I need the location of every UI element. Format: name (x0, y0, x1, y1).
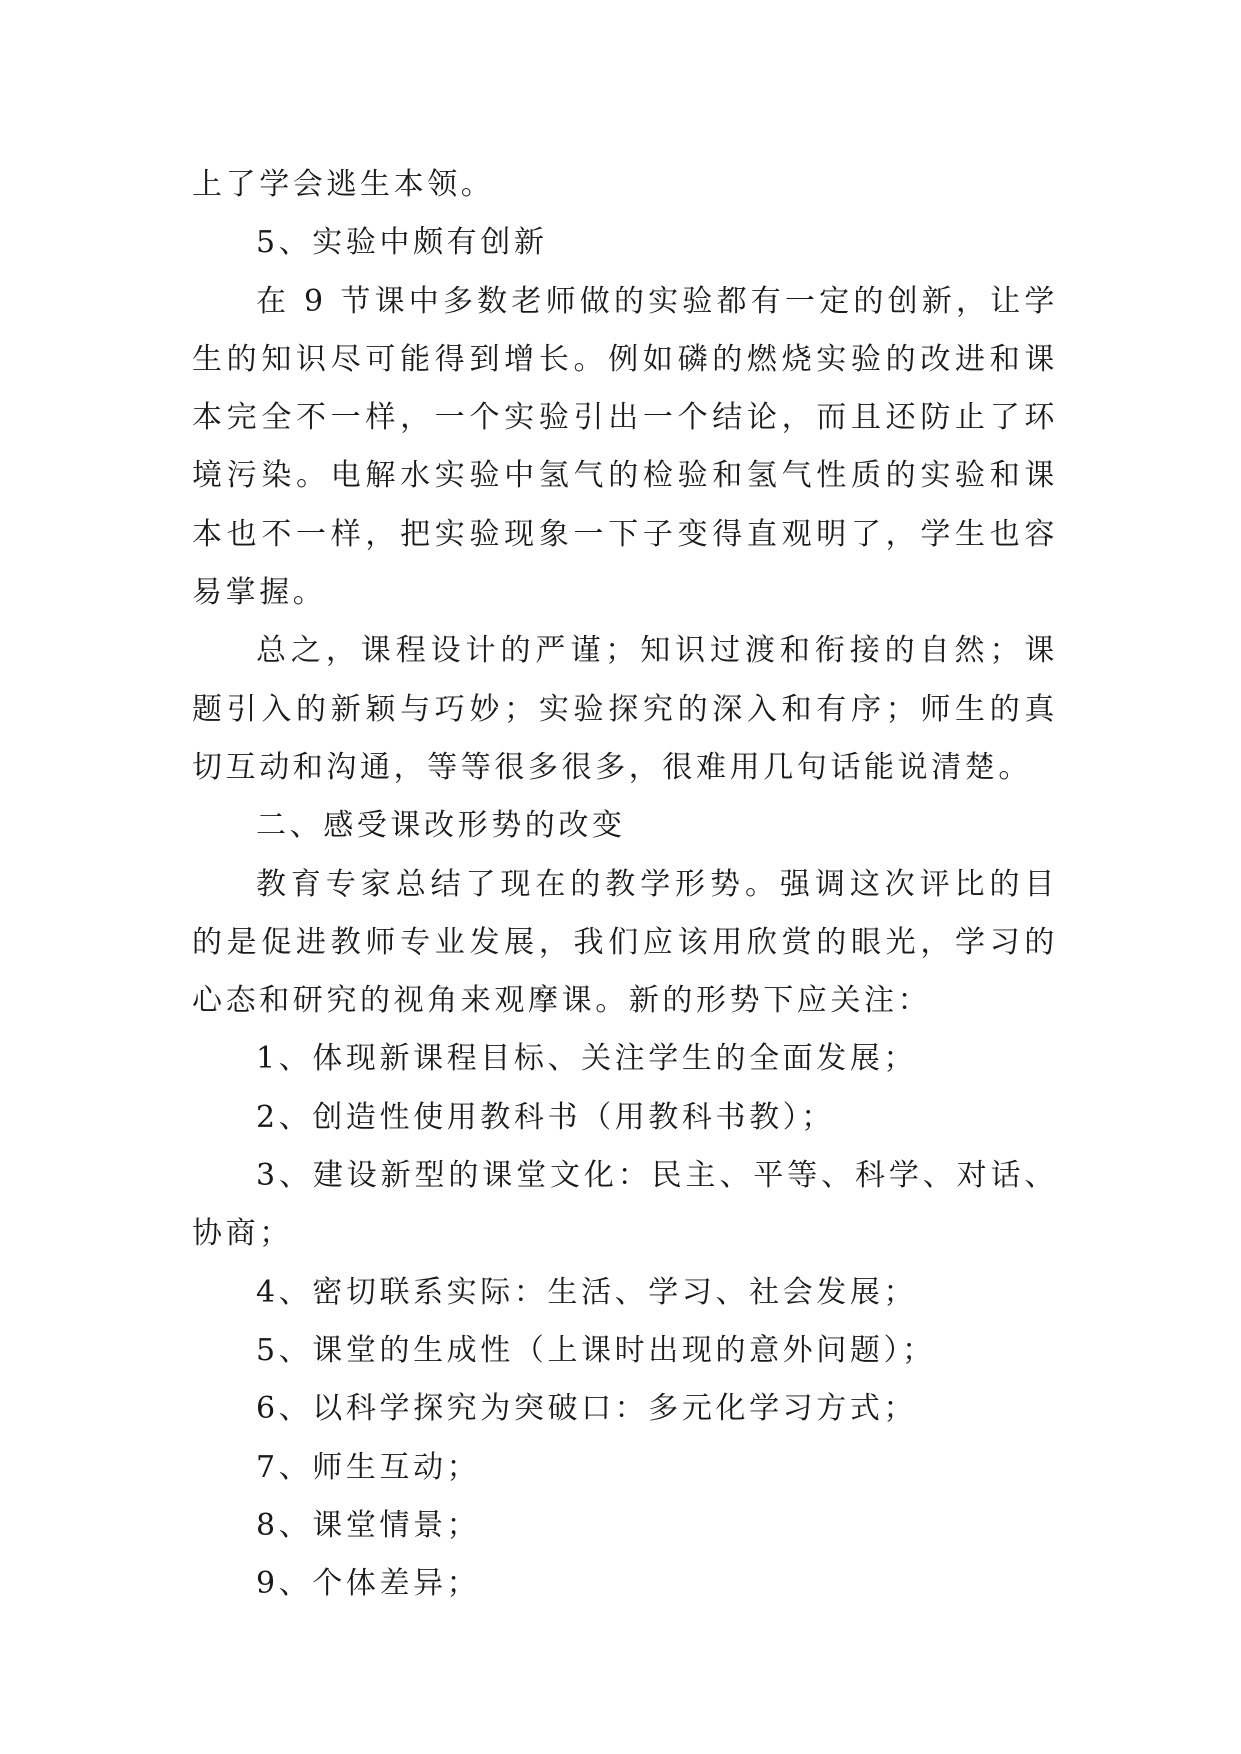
paragraph: 在 9 节课中多数老师做的实验都有一定的创新，让学生的知识尽可能得到增长。例如磷的燃烧实验的改进和课本完全不一样，一个实验引出一个结论，而且还防止了环境污染。电解水实验中氢气的检验和氢气性质的实验和课本也不一样，把实验现象一下子变得直观明了，学生也容易掌握。 (192, 283, 1058, 611)
document-body (192, 156, 1058, 1613)
list-item: 8、课堂情景； (256, 1507, 481, 1543)
list-item: 4、密切联系实际：生活、学习、社会发展； (256, 1274, 918, 1310)
list-item: 7、师生互动； (256, 1449, 481, 1485)
paragraph: 教育专家总结了现在的教学形势。强调这次评比的目的是促进教师专业发展，我们应该用欣赏的眼光，学习的心态和研究的视角来观摩课。新的形势下应关注： (192, 866, 1058, 1019)
list-item: 3、建设新型的课堂文化：民主、平等、科学、对话、协商； (192, 1158, 1058, 1252)
list-item: 2、创造性使用教科书（用教科书教）； (256, 1099, 835, 1135)
paragraph: 上了学会逃生本领。 (192, 167, 495, 202)
list-item: 6、以科学探究为突破口：多元化学习方式； (256, 1391, 918, 1427)
list-item: 1、体现新课程目标、关注学生的全面发展； (256, 1041, 918, 1077)
list-item: 5、课堂的生成性（上课时出现的意外问题）； (256, 1332, 936, 1368)
section-heading: 二、感受课改形势的改变 (256, 808, 626, 844)
paragraph: 总之，课程设计的严谨；知识过渡和衔接的自然；课题引入的新颖与巧妙；实验探究的深入和有序；师生的真切互动和沟通，等等很多很多，很难用几句话能说清楚。 (192, 633, 1058, 785)
list-item: 9、个体差异； (256, 1566, 481, 1602)
section-heading: 5、实验中颇有创新 (256, 225, 548, 261)
